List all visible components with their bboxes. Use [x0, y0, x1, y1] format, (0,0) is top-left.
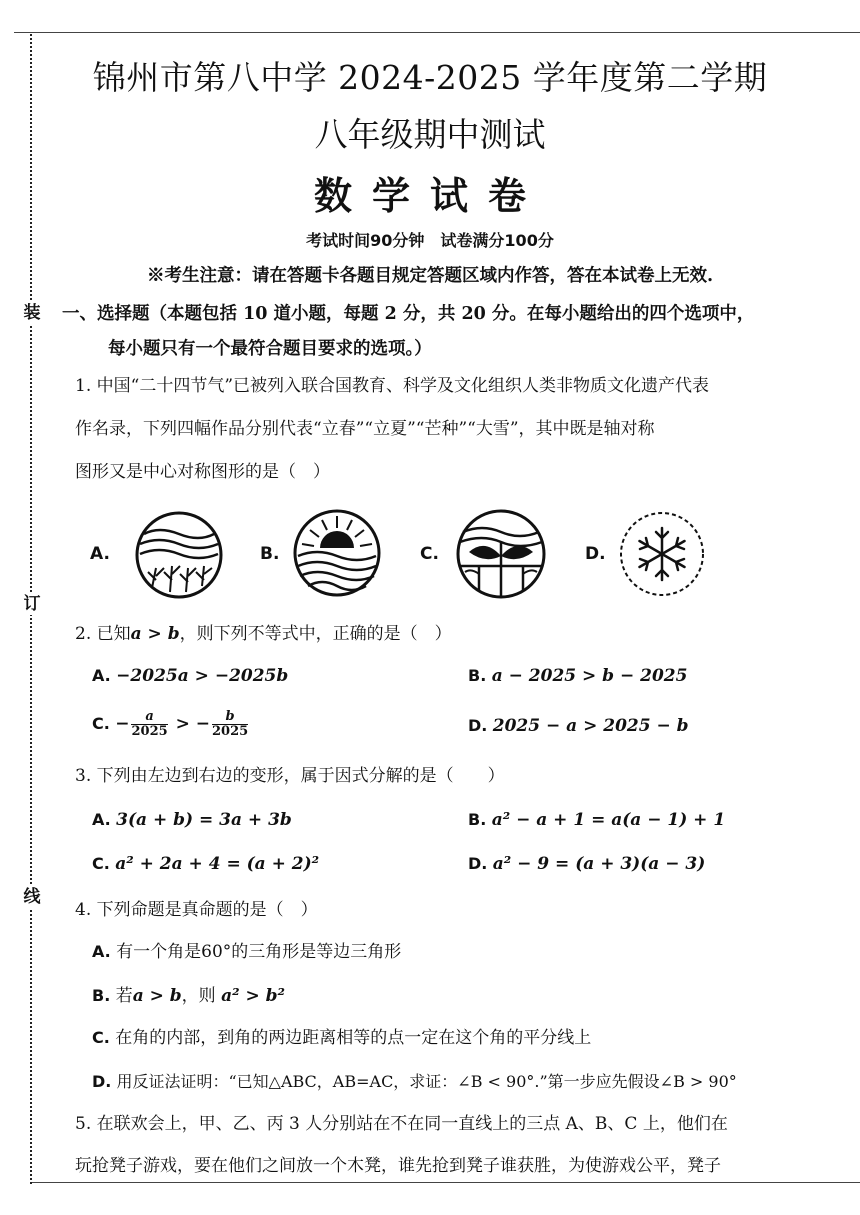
q2-option-c: C. − $\frac{a}{2025}$ > − $\frac{b}{2025}$ — [92, 709, 249, 739]
binding-char-xian: 线 — [23, 887, 41, 907]
section-heading: 一、选择题（本题包括 10 道小题，每题 2 分，共 20 分。在每小题给出的四个选项中， — [62, 304, 755, 324]
q3-option-c: C. a² + 2a + 4 = (a + 2)² — [92, 854, 320, 874]
q4-option-b: B. 若a > b，则 a² > b² — [92, 986, 285, 1006]
q1-line-1: 1. 中国“二十四节气”已被列入联合国教育、科学及文化组织人类非物质文化遗产代表 — [75, 376, 710, 396]
q1-option-b-label: B. — [260, 544, 280, 564]
exam-subtitle: 八年级期中测试 — [314, 115, 546, 154]
exam-subject: 数学试卷 — [313, 173, 546, 218]
exam-title: 锦州市第八中学 2024-2025 学年度第二学期 — [92, 58, 768, 97]
q3-stem: 3. 下列由左边到右边的变形，属于因式分解的是（ ） — [75, 766, 505, 786]
q1-option-a-label: A. — [90, 544, 110, 564]
page-bottom-border — [30, 1182, 860, 1183]
q2-option-b: B. a − 2025 > b − 2025 — [468, 666, 688, 686]
binding-char-zhuang: 装 — [23, 303, 41, 323]
q1-option-c-image — [455, 508, 547, 604]
q3-option-a: A. 3(a + b) = 3a + 3b — [92, 810, 292, 830]
q1-option-b-image — [292, 508, 382, 602]
q1-option-c-label: C. — [420, 544, 439, 564]
q5-line-1: 5. 在联欢会上，甲、乙、丙 3 人分别站在不在同一直线上的三点 A、B、C 上，他们在 — [75, 1114, 728, 1134]
q2-option-d: D. 2025 − a > 2025 − b — [468, 716, 689, 736]
binding-char-ding: 订 — [23, 594, 41, 614]
q4-option-d: D. 用反证法证明：“已知△ABC，AB=AC，求证：∠B < 90°.”第一步应先假设∠B > 90° — [92, 1072, 737, 1091]
q2-stem: 2. 已知a > b，则下列不等式中，正确的是（ ） — [75, 624, 452, 644]
q1-option-d-label: D. — [585, 544, 606, 564]
q1-line-3: 图形又是中心对称图形的是（ ） — [75, 462, 330, 482]
q4-stem: 4. 下列命题是真命题的是（ ） — [75, 900, 318, 920]
section-heading-cont: 每小题只有一个最符合题目要求的选项。） — [108, 339, 432, 359]
exam-notice: ※考生注意：请在答题卡各题目规定答题区域内作答，答在本试卷上无效. — [146, 266, 714, 286]
q4-option-a: A. 有一个角是60°的三角形是等边三角形 — [92, 942, 402, 962]
q4-option-c: C. 在角的内部，到角的两边距离相等的点一定在这个角的平分线上 — [92, 1028, 592, 1048]
q2-option-a: A. −2025a > −2025b — [92, 666, 289, 686]
q5-line-2: 玩抢凳子游戏，要在他们之间放一个木凳，谁先抢到凳子谁获胜，为使游戏公平，凳子 — [75, 1156, 721, 1176]
q1-option-d-image — [618, 510, 706, 602]
q3-option-d: D. a² − 9 = (a + 3)(a − 3) — [468, 854, 706, 874]
q1-line-2: 作名录，下列四幅作品分别代表“立春”“立夏”“芒种”“大雪”，其中既是轴对称 — [75, 419, 655, 439]
page-top-border — [14, 32, 860, 33]
exam-info: 考试时间90分钟 试卷满分100分 — [306, 231, 554, 250]
q1-option-a-image — [134, 510, 224, 604]
q3-option-b: B. a² − a + 1 = a(a − 1) + 1 — [468, 810, 726, 830]
